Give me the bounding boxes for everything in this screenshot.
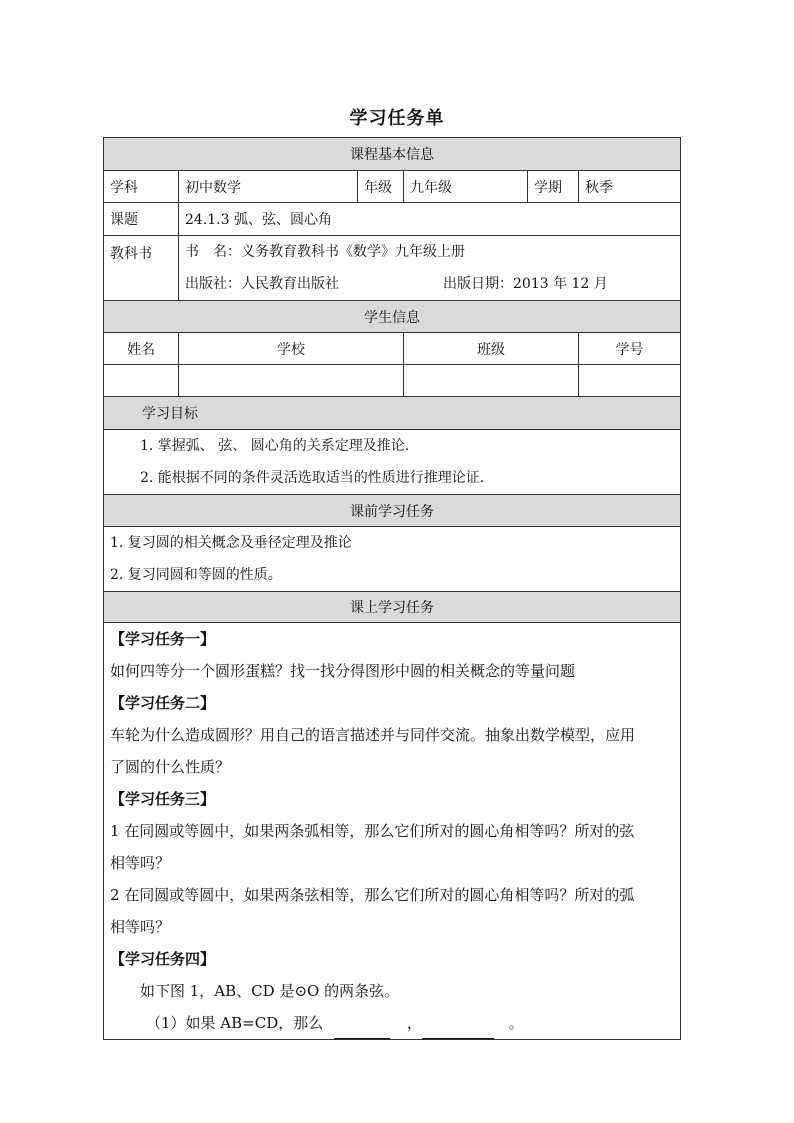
answer-blank-2[interactable] [422, 1020, 494, 1039]
pre-class-header: 课前学习任务 [104, 495, 681, 527]
student-school-header: 学校 [179, 333, 404, 365]
pub-date-label: 出版日期： [443, 276, 513, 292]
student-info-header: 学生信息 [104, 301, 681, 333]
student-name-cell[interactable] [104, 365, 179, 397]
pre-class-body [104, 527, 681, 592]
textbook-name-line [179, 236, 680, 268]
task4-question1 [104, 1007, 680, 1039]
task1-title: 【学习任务一】 [110, 630, 216, 648]
pub-date-value: 2013 年 12 月 [513, 276, 608, 292]
student-id-header: 学号 [579, 333, 681, 365]
objectives-header: 学习目标 [104, 397, 681, 430]
task3-question-line: 1 在同圆或等圆中，如果两条弧相等，那么它们所对的圆心角相等吗？所对的弦 [110, 822, 635, 840]
task2-line: 了圆的什么性质？ [110, 758, 231, 776]
student-class-cell[interactable] [404, 365, 579, 397]
course-info-header: 课程基本信息 [104, 138, 681, 171]
task3-question-line: 2 在同圆或等圆中，如果两条弦相等，那么它们所对的圆心角相等吗？所对的弧 [110, 886, 635, 904]
in-class-body [104, 623, 681, 1040]
textbook-label: 教科书 [104, 236, 179, 301]
textbook-info [179, 236, 681, 301]
task3-title: 【学习任务三】 [110, 790, 216, 808]
task3-question-line: 相等吗？ [110, 918, 171, 936]
pre-class-item: 2. 复习同圆和等圆的性质。 [110, 567, 282, 583]
subject-label: 学科 [104, 171, 179, 203]
task-sheet-table [103, 137, 681, 1040]
grade-value: 九年级 [404, 171, 528, 203]
term-value: 秋季 [579, 171, 681, 203]
task4-q1-separator: ， [406, 1014, 422, 1032]
grade-label: 年级 [358, 171, 404, 203]
pre-class-item: 1. 复习圆的相关概念及垂径定理及推论 [110, 535, 352, 551]
student-id-cell[interactable] [579, 365, 681, 397]
student-name-header: 姓名 [104, 333, 179, 365]
task4-intro: 如下图 1，AB、CD 是⊙O 的两条弦。 [140, 982, 400, 1000]
task3-question-line: 相等吗？ [110, 854, 171, 872]
topic-value: 24.1.3 弧、弦、圆心角 [179, 203, 681, 236]
student-school-cell[interactable] [179, 365, 404, 397]
in-class-header: 课上学习任务 [104, 592, 681, 623]
objectives-body [104, 430, 681, 495]
task2-title: 【学习任务二】 [110, 694, 216, 712]
task2-line: 车轮为什么造成圆形？用自己的语言描述并与同伴交流。抽象出数学模型，应用 [110, 726, 636, 744]
objective-item: 2. 能根据不同的条件灵活选取适当的性质进行推理论证. [140, 470, 485, 486]
publisher-label: 出版社： [185, 276, 241, 292]
publisher-value: 人民教育出版社 [241, 276, 339, 292]
task4-title: 【学习任务四】 [110, 950, 216, 968]
student-class-header: 班级 [404, 333, 579, 365]
publisher-line [179, 268, 680, 300]
textbook-name-label: 书 名： [185, 244, 241, 260]
task4-q1-end: 。 [508, 1014, 524, 1032]
term-label: 学期 [528, 171, 579, 203]
textbook-name-value: 义务教育教科书《数学》九年级上册 [241, 244, 465, 260]
topic-label: 课题 [104, 203, 179, 236]
task4-q1-prefix: （1）如果 AB=CD，那么 [146, 1014, 324, 1032]
page-title: 学习任务单 [349, 108, 445, 129]
subject-value: 初中数学 [179, 171, 358, 203]
task1-text: 如何四等分一个圆形蛋糕？找一找分得图形中圆的相关概念的等量问题 [110, 662, 576, 680]
objective-item: 1. 掌握弧、 弦、 圆心角的关系定理及推论. [140, 438, 410, 454]
answer-blank-1[interactable] [334, 1020, 390, 1039]
